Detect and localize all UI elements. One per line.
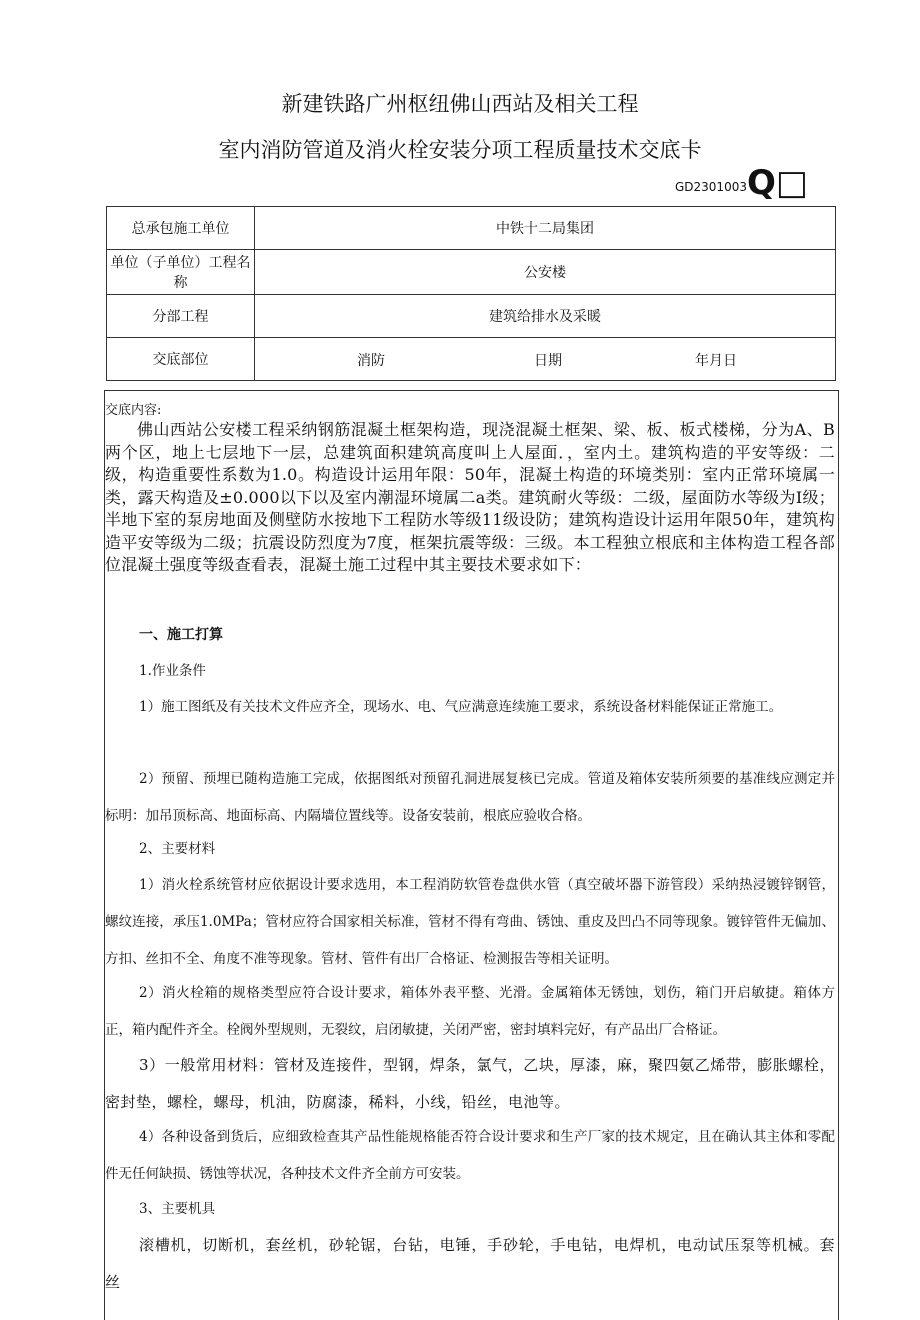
table-value-cell: [255, 338, 836, 381]
document-title: 新建铁路广州枢纽佛山西站及相关工程: [281, 92, 639, 116]
document-number-suffix: Q□: [746, 163, 808, 203]
paragraph: 2）预留、预埋已随构造施工完成，依据图纸对预留孔洞进展复核已完成。管道及箱体安装所须要的基准线应测定并标明：加吊顶标高、地面标高、内隔墙位置线等。设备安装前，根底应验收合格。: [105, 771, 835, 824]
paragraph: 滚槽机，切断机，套丝机，砂轮锯，台钻，电锤，手砂轮，手电钻，电焊机，电动试压泵等机械。套丝: [105, 1236, 835, 1291]
table-value-cell: 建筑给排水及采暖: [255, 295, 836, 338]
paragraph: 1）施工图纸及有关技术文件应齐全，现场水、电、气应满意连续施工要求，系统设备材料能保证正常施工。: [139, 699, 783, 715]
table-row: [107, 295, 836, 338]
content-box: [104, 390, 839, 1320]
table-label-cell: 单位（子单位）工程名称: [107, 250, 255, 295]
paragraph: 1）消火栓系统管材应依据设计要求选用，本工程消防软管卷盘供水管（真空破坏器下游管段）采纳热浸镀锌钢管，螺纹连接，承压1.0MPa；管材应符合国家相关标准，管材不得有弯曲、锈蚀、重皮及凹凸不同等现象。镀锌管件无偏加、方扣、丝扣不全、角度不准等现象。管材、管件有出厂合格证、检测报告等相关证明。: [105, 877, 835, 967]
subsection-heading: 2、主要材料: [139, 841, 216, 857]
document-subtitle: 室内消防管道及消火栓安装分项工程质量技术交底卡: [218, 138, 702, 162]
table-label-cell: 分部工程: [107, 295, 255, 338]
table-label-cell: 总承包施工单位: [107, 207, 255, 250]
info-table: [106, 206, 836, 381]
document-number: [674, 163, 808, 203]
content-label: 交底内容:: [105, 403, 162, 418]
table-value-cell: 中铁十二局集团: [255, 207, 836, 250]
handover-part-value: 消防: [357, 353, 385, 369]
document-number-code: GD2301003: [674, 180, 747, 194]
table-row: [107, 207, 836, 250]
paragraph: 2）消火栓箱的规格类型应符合设计要求，箱体外表平整、光滑。金属箱体无锈蚀，划伤，箱门开启敏捷。箱体方正，箱内配件齐全。栓阀外型规则，无裂纹，启闭敏捷，关闭严密，密封填料完好，有产品出厂合格证。: [105, 985, 835, 1038]
intro-paragraph: 佛山西站公安楼工程采纳钢筋混凝土框架构造，现浇混凝土框架、梁、板、板式楼梯，分为A、B两个区，地上七层地下一层，总建筑面积建筑高度叫上人屋面．，室内土。建筑构造的平安等级：二级，构造重要性系数为1.0。构造设计运用年限：50年，混凝土构造的环境类别：室内正常环境属一类，露天构造及±0.000以下以及室内潮湿环境属二a类。建筑耐火等级：二级，屋面防水等级为I级；半地下室的泵房地面及侧壁防水按地下工程防水等级11级设防；建筑构造设计运用年限50年，建筑构造平安等级为二级；抗震设防烈度为7度，框架抗震等级：三级。本工程独立根底和主体构造工程各部位混凝土强度等级查看表，混凝土施工过程中其主要技术要求如下：: [105, 420, 835, 574]
table-value-cell: 公安楼: [255, 250, 836, 295]
subsection-heading: 3、主要机具: [139, 1201, 216, 1217]
section-heading: 一、施工打算: [139, 627, 223, 643]
subsection-heading: 1.作业条件: [139, 663, 206, 679]
paragraph: 4）各种设备到货后，应细致检查其产品性能规格能否符合设计要求和生产厂家的技术规定，且在确认其主体和零配件无任何缺损、锈蚀等状况，各种技术文件齐全前方可安装。: [105, 1129, 835, 1182]
date-value: 年月日: [695, 353, 737, 369]
table-label-cell: 交底部位: [107, 338, 255, 381]
paragraph: 3）一般常用材料：管材及连接件，型钢，焊条，氯气，乙块，厚漆，麻，聚四氨乙烯带，膨胀螺栓，密封垫，螺栓，螺母，机油，防腐漆，稀料，小线，铅丝，电池等。: [105, 1056, 835, 1111]
date-label: 日期: [534, 353, 562, 369]
table-row: [107, 250, 836, 295]
table-row: [107, 338, 836, 381]
